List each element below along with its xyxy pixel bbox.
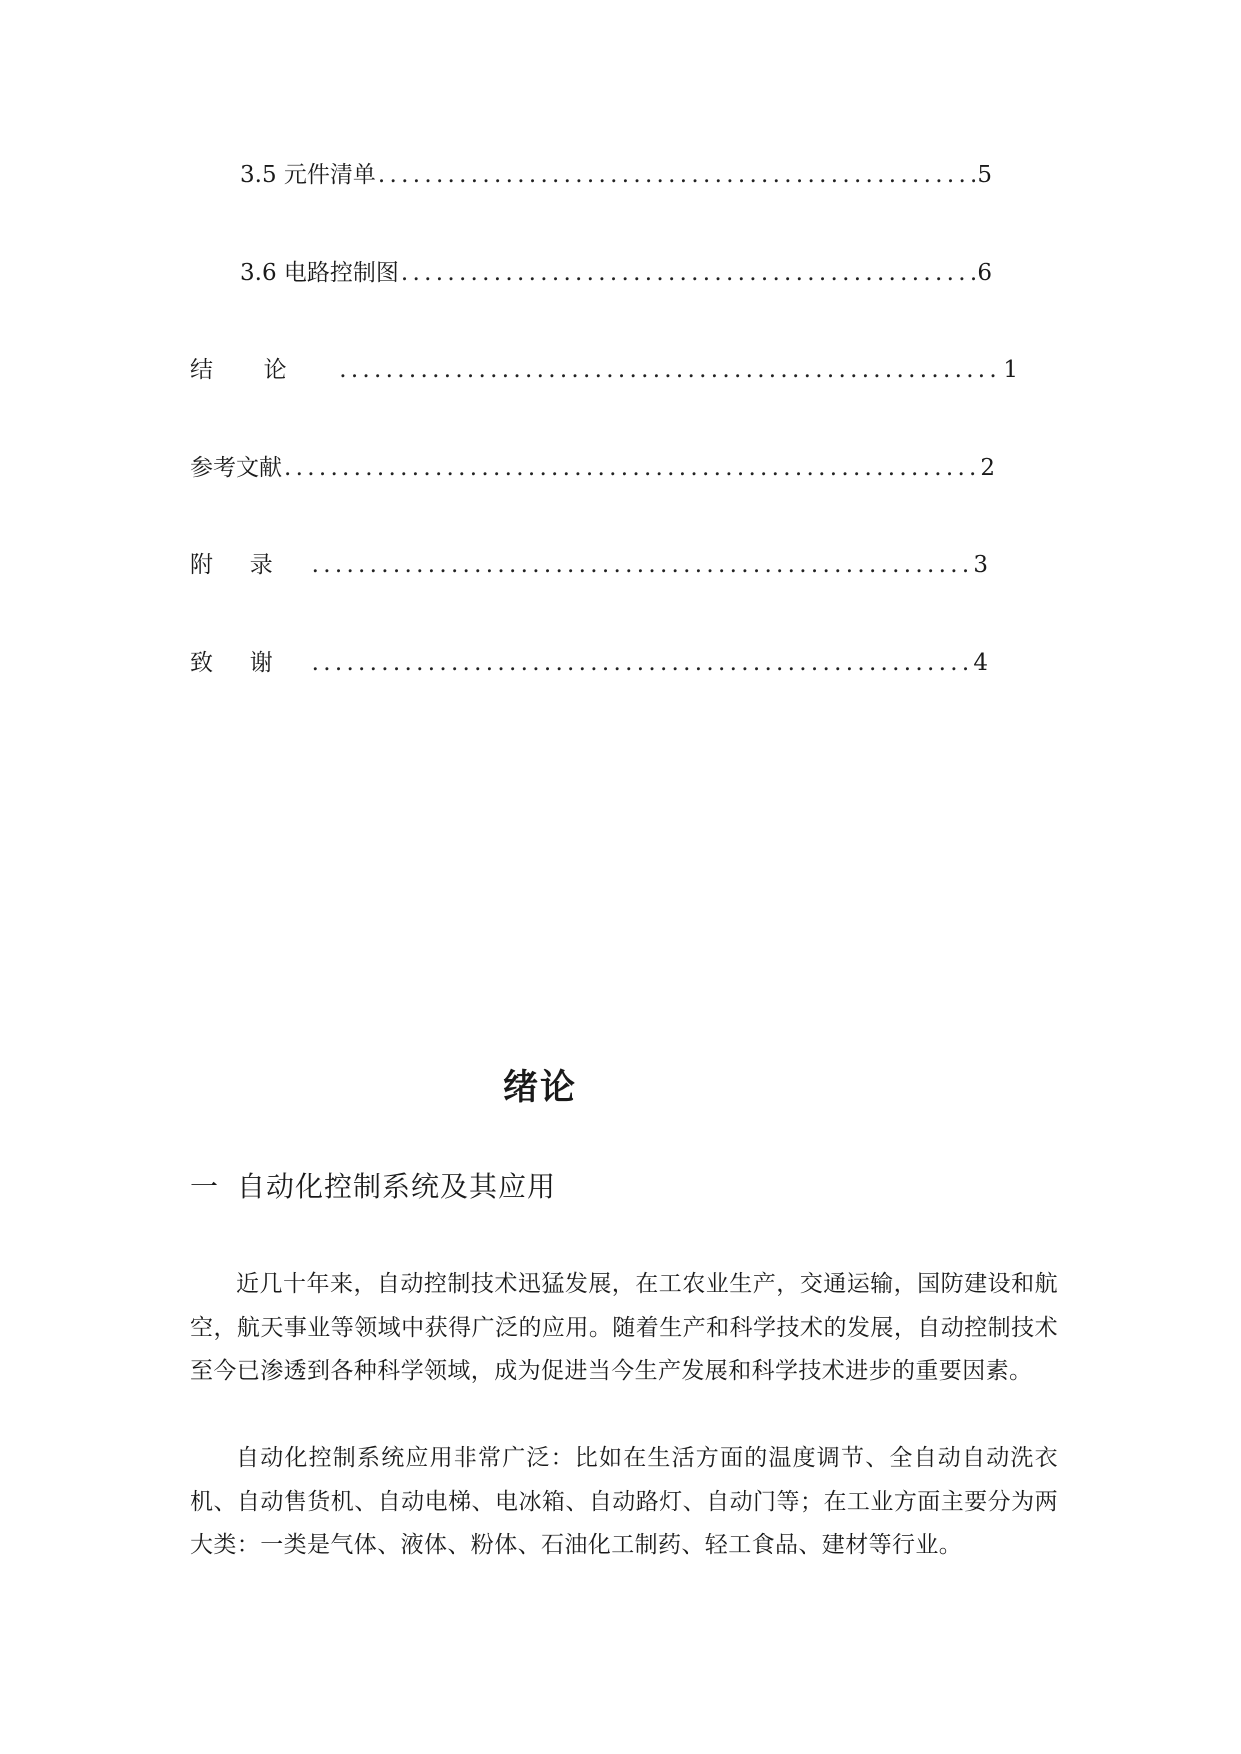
section-number: 一 <box>190 1170 220 1203</box>
toc-entry-conclusion[interactable] <box>190 342 1018 382</box>
toc-dot-leader <box>339 359 1001 382</box>
toc-entry-page: 6 <box>977 260 992 286</box>
toc-entry-page: 1 <box>1003 357 1018 383</box>
toc-entry-label: 3.6 电路控制图 <box>240 260 399 286</box>
toc-dot-leader <box>284 457 978 480</box>
toc-dot-leader <box>378 164 975 187</box>
chapter-title: 绪论 <box>502 1068 577 1108</box>
toc-entry-page: 3 <box>973 552 988 578</box>
body-paragraph: 自动化控制系统应用非常广泛：比如在生活方面的温度调节、全自动自动洗衣机、自动售货机、自动电梯、电冰箱、自动路灯、自动门等；在工业方面主要分为两大类：一类是气体、液体、粉体、石油化工制药、轻工食品、建材等行业。 <box>190 1445 1058 1559</box>
section-heading <box>190 1165 556 1205</box>
toc-dot-leader <box>312 554 972 577</box>
toc-entry-label: 3.5 元件清单 <box>240 162 376 188</box>
toc-entry-page: 2 <box>980 455 995 481</box>
toc-entry-label: 参考文献 <box>190 455 282 481</box>
toc-entry-label: 致谢 <box>190 650 310 676</box>
toc-entry-references[interactable] <box>190 440 995 480</box>
toc-entry-label: 结论 <box>190 357 338 383</box>
section-title: 自动化控制系统及其应用 <box>237 1170 557 1203</box>
toc-entry-appendix[interactable] <box>190 537 988 577</box>
toc-dot-leader <box>401 262 975 285</box>
body-paragraph: 近几十年来，自动控制技术迅猛发展，在工农业生产，交通运输，国防建设和航空，航天事业等领域中获得广泛的应用。随着生产和科学技术的发展，自动控制技术至今已渗透到各种科学领域，成为促进当今生产发展和科学技术进步的重要因素。 <box>190 1271 1058 1385</box>
toc-entry-page: 4 <box>973 650 988 676</box>
toc-entry-label: 附录 <box>190 552 310 578</box>
toc-entry-3-6[interactable] <box>240 245 992 285</box>
toc-dot-leader <box>312 652 972 675</box>
toc-entry-acknowledgements[interactable] <box>190 635 988 675</box>
toc-entry-page: 5 <box>977 162 992 188</box>
toc-entry-3-5[interactable] <box>240 147 992 187</box>
